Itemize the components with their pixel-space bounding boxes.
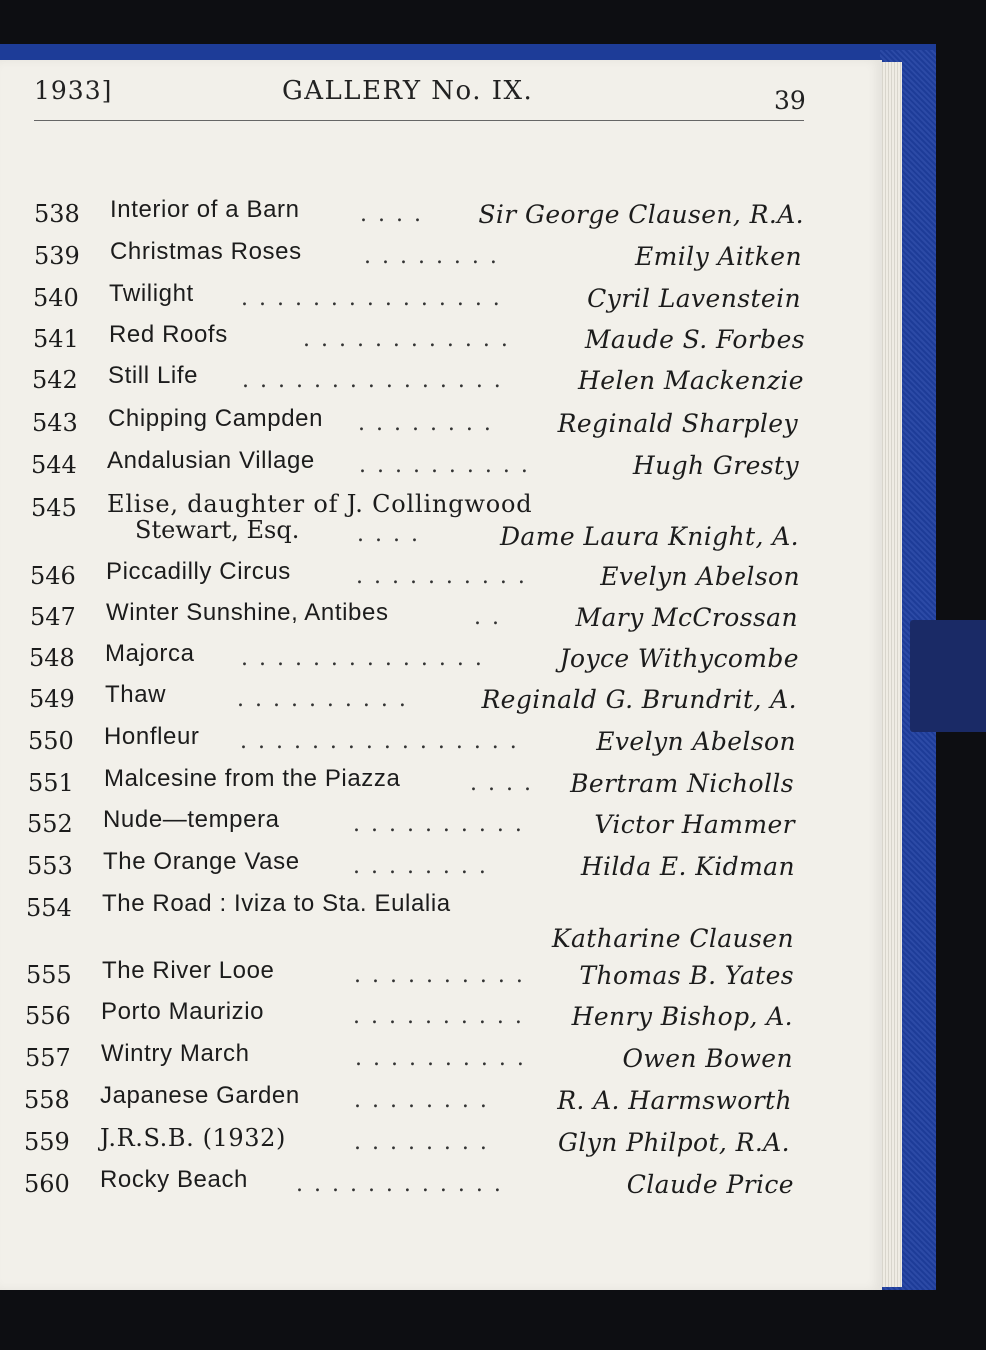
entry-number: 552: [27, 810, 73, 838]
catalogue-entry: [29, 681, 797, 725]
entry-number: 558: [24, 1086, 70, 1114]
entry-artist: Dame Laura Knight, A.: [499, 522, 799, 551]
entry-artist: Sir George Clausen, R.A.: [478, 200, 804, 229]
catalogue-entry: [27, 806, 795, 850]
entry-title: Interior of a Barn: [110, 196, 300, 223]
entry-title: The Road : Iviza to Sta. Eulalia: [102, 890, 451, 917]
leader-dots: . .: [474, 605, 501, 630]
catalogue-entry: [25, 998, 793, 1042]
catalogue-entry: [24, 1082, 792, 1126]
entry-artist: Henry Bishop, A.: [571, 1002, 793, 1031]
leader-dots: . . . . . . . . . . . .: [303, 327, 510, 352]
entry-artist: Katharine Clausen: [551, 924, 794, 953]
entry-number: 555: [26, 961, 72, 989]
entry-title: Majorca: [105, 640, 195, 667]
entry-number: 556: [25, 1002, 71, 1030]
entry-title: The River Looe: [102, 957, 275, 984]
entry-artist: Helen Mackenzie: [578, 366, 804, 395]
entry-number: 540: [33, 284, 79, 312]
entry-title: Porto Maurizio: [101, 998, 265, 1025]
leader-dots: . . . . . . . .: [354, 1130, 489, 1155]
catalogue-entry: [34, 196, 804, 240]
entry-artist: Evelyn Abelson: [600, 562, 800, 591]
leader-dots: . . . .: [357, 522, 420, 547]
entry-number: 554: [26, 894, 72, 922]
entry-title: Christmas Roses: [110, 238, 302, 265]
catalogue-entry: [26, 890, 794, 958]
entry-title: Nude—tempera: [103, 806, 280, 833]
entry-number: 548: [29, 644, 75, 672]
entry-artist: Bertram Nicholls: [570, 769, 794, 798]
entry-artist: Reginald Sharpley: [557, 409, 798, 438]
entry-title: Wintry March: [101, 1040, 250, 1067]
leader-dots: . . . . . . . .: [354, 1088, 489, 1113]
entry-title: Winter Sunshine, Antibes: [106, 599, 389, 626]
entry-artist: Mary McCrossan: [575, 603, 798, 632]
entry-number: 544: [31, 451, 77, 479]
catalogue-entry: [32, 362, 804, 406]
entry-title: Piccadilly Circus: [106, 558, 291, 585]
catalogue-entry: [29, 640, 799, 684]
entry-artist: Claude Price: [626, 1170, 794, 1199]
entry-number: 542: [32, 366, 78, 394]
catalogue-entry: [31, 490, 799, 558]
leader-dots: . . . .: [360, 202, 423, 227]
entry-number: 557: [25, 1044, 71, 1072]
entry-artist: Joyce Withycombe: [559, 644, 799, 673]
entry-title: Andalusian Village: [107, 447, 315, 474]
entry-number: 541: [33, 325, 79, 353]
header-year: 1933]: [34, 76, 113, 105]
entry-artist: Maude S. Forbes: [584, 325, 805, 354]
entry-artist: Owen Bowen: [622, 1044, 793, 1073]
entry-artist: Evelyn Abelson: [596, 727, 796, 756]
catalogue-entry: [30, 558, 800, 602]
entry-title-continued: Stewart, Esq.: [135, 516, 300, 544]
catalogue-entry: [33, 321, 805, 365]
leader-dots: . . . . . . . . . . . . . . .: [242, 368, 503, 393]
bookmark-ribbon: [910, 620, 986, 732]
entry-title: Still Life: [108, 362, 199, 389]
entry-title: Japanese Garden: [100, 1082, 300, 1109]
catalogue-entry: [24, 1124, 790, 1168]
leader-dots: . . . . . . . .: [364, 244, 499, 269]
entry-artist: R. A. Harmsworth: [557, 1086, 792, 1115]
catalogue-entry: [28, 765, 794, 809]
entry-title: Chipping Campden: [108, 405, 324, 432]
catalogue-entry: [24, 1166, 794, 1210]
entry-number: 546: [30, 562, 76, 590]
leader-dots: . . . . . . . . . . . .: [296, 1172, 503, 1197]
entry-artist: Reginald G. Brundrit, A.: [481, 685, 797, 714]
entry-number: 545: [31, 494, 77, 522]
catalogue-entry: [34, 238, 804, 282]
leader-dots: . . . . . . . .: [358, 411, 493, 436]
leader-dots: . . . . . . . .: [353, 854, 488, 879]
entry-title: Red Roofs: [109, 321, 228, 348]
entry-title: Twilight: [109, 280, 194, 307]
catalogue-entry: [30, 599, 800, 643]
entry-number: 543: [32, 409, 78, 437]
entry-artist: Hugh Gresty: [632, 451, 799, 480]
entry-number: 551: [28, 769, 74, 797]
leader-dots: . . . . . . . . . .: [356, 564, 527, 589]
catalogue-entry: [32, 405, 802, 449]
catalogue-entry: [27, 848, 795, 892]
entry-title: Honfleur: [104, 723, 200, 750]
entry-title: The Orange Vase: [103, 848, 300, 875]
entry-artist: Cyril Lavenstein: [587, 284, 801, 313]
leader-dots: . . . . . . . . . .: [354, 963, 525, 988]
entry-artist: Hilda E. Kidman: [580, 852, 795, 881]
header-page-number: 39: [774, 86, 806, 115]
catalogue-entry: [28, 723, 796, 767]
leader-dots: . . . . . . . . . .: [237, 687, 408, 712]
leader-dots: . . . .: [470, 771, 533, 796]
entry-number: 560: [24, 1170, 70, 1198]
leader-dots: . . . . . . . . . . . . . . .: [241, 286, 502, 311]
leader-dots: . . . . . . . . . .: [353, 1004, 524, 1029]
entry-number: 559: [24, 1128, 70, 1156]
leader-dots: . . . . . . . . . . . . . .: [241, 646, 484, 671]
entry-title: Malcesine from the Piazza: [104, 765, 401, 792]
catalogue-entry: [31, 447, 801, 491]
catalogue-entry: [25, 1040, 793, 1084]
leader-dots: . . . . . . . . . .: [359, 453, 530, 478]
catalogue-entry: [33, 280, 803, 324]
entry-artist: Glyn Philpot, R.A.: [557, 1128, 790, 1157]
page-header: [34, 76, 804, 121]
entry-number: 553: [27, 852, 73, 880]
entry-title: J.R.S.B. (1932): [100, 1124, 286, 1152]
entry-artist: Thomas B. Yates: [579, 961, 794, 990]
entry-number: 538: [34, 200, 80, 228]
leader-dots: . . . . . . . . . .: [355, 1046, 526, 1071]
entry-title: Rocky Beach: [100, 1166, 248, 1193]
entry-number: 550: [28, 727, 74, 755]
leader-dots: . . . . . . . . . .: [353, 812, 524, 837]
entry-title: Thaw: [105, 681, 167, 708]
header-gallery-title: GALLERY No. IX.: [282, 76, 534, 106]
entry-artist: Victor Hammer: [594, 810, 795, 839]
leader-dots: . . . . . . . . . . . . . . . .: [240, 729, 519, 754]
entry-number: 549: [29, 685, 75, 713]
entry-number: 539: [34, 242, 80, 270]
entry-number: 547: [30, 603, 76, 631]
catalogue-entry: [26, 957, 794, 1001]
entry-artist: Emily Aitken: [635, 242, 802, 271]
entry-title: Elise, daughter of J. Collingwood: [107, 490, 533, 518]
